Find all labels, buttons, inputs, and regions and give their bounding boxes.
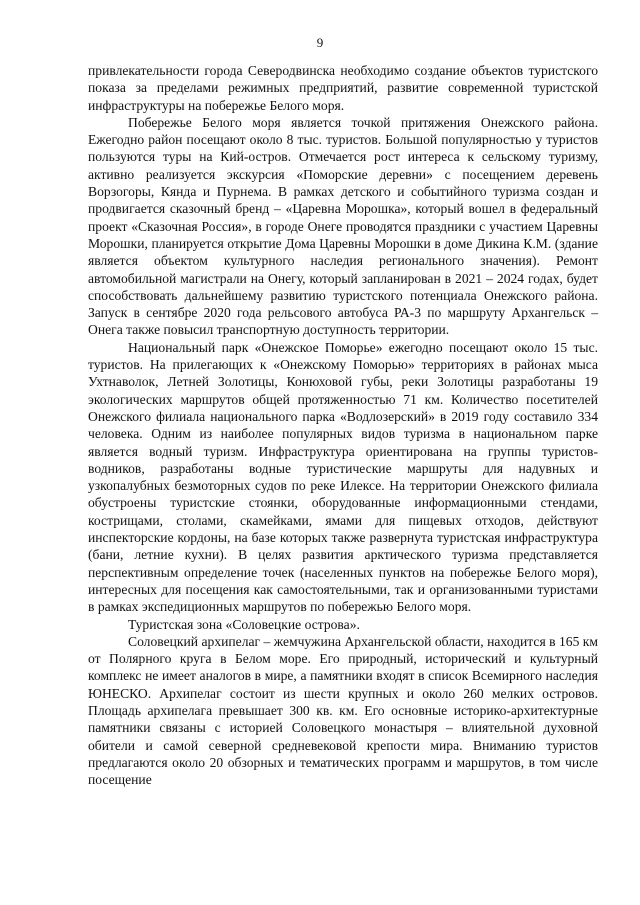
paragraph-white-sea-coast: Побережье Белого моря является точкой притяжения Онежского района. Ежегодно район посещают около 8 тыс. туристов. Большой популярностью у туристов пользуются туры на Кий-остров. Отмечается рост интереса к сельскому туризму, активно реализуется экскурсия «Поморские деревни» с посещением деревень Ворзогоры, Кянда и Пурнема. В рамках детского и событийного туризма создан и продвигается сказочный бренд – «Царевна Морошка», который вошел в федеральный проект «Сказочная Россия», в городе Онеге проводятся праздники с участием Царевны Морошки, планируется открытие Дома Царевны Морошки в доме Дикина К.М. (здание является объектом культурного наследия регионального значения). Ремонт автомобильной магистрали на Онегу, который запланирован в 2021 – 2024 годах, будет способствовать дальнейшему развитию туристского потенциала Онежского района. Запуск в сентябре 2020 года рельсового автобуса РА-3 по маршруту Архангельск – Онега также повысил транспортную доступность территории. (88, 114, 598, 338)
paragraph-continuation: привлекательности города Северодвинска необходимо создание объектов туристского показа за пределами режимных предприятий, развитие современной туристской инфраструктуры на побережье Белого моря. (88, 63, 598, 113)
paragraph-solovki-heading: Туристская зона «Соловецкие острова». (128, 616, 360, 632)
paragraph-solovetsky-archipelago: Соловецкий архипелаг – жемчужина Архангельской области, находится в 165 км от Полярного круга в Белом море. Его природный, исторический и культурный комплекс не имеет аналогов в мире, а памятники входят в список Всемирного наследия ЮНЕСКО. Архипелаг состоит из шести крупных и около 260 мелких островов. Площадь архипелага превышает 300 кв. км. Его основные историко-архитектурные памятники связаны с историей Соловецкого монастыря – влиятельной духовной обители и самой северной средневековой крепости мира. Вниманию туристов предлагаются около 20 обзорных и тематических программ и маршрутов, в том числе посещение (88, 633, 598, 788)
page-number: 9 (316, 35, 324, 50)
document-body (88, 62, 598, 788)
paragraph-national-park: Национальный парк «Онежское Поморье» ежегодно посещают около 15 тыс. туристов. На прилегающих к «Онежскому Поморью» территориях в районах мыса Ухтнаволок, Летней Золотицы, Конюховой губы, реки Золотицы разработаны 19 экологических маршрутов общей протяженностью 71 км. Количество посетителей Онежского филиала национального парка «Водлозерский» в 2019 году составило 334 человека. Одним из наиболее популярных видов туризма в национальном парке является водный туризм. Инфраструктура ориентирована на группы туристов-водников, разработаны водные туристические маршруты для надувных и узкопалубных безмоторных судов по реке Илексе. На территории Онежского филиала обустроены туристские стоянки, оборудованные информационными стендами, кострищами, столами, скамейками, ямами для пищевых отходов, действуют инспекторские кордоны, на базе которых также развернута туристская инфраструктура (бани, летние кухни). В целях развития арктического туризма представляется перспективным определение точек (населенных пунктов на побережье Белого моря), интересных для посещения как самостоятельными, так и организованными туристами в рамках экспедиционных маршрутов по побережью Белого моря. (88, 339, 598, 615)
